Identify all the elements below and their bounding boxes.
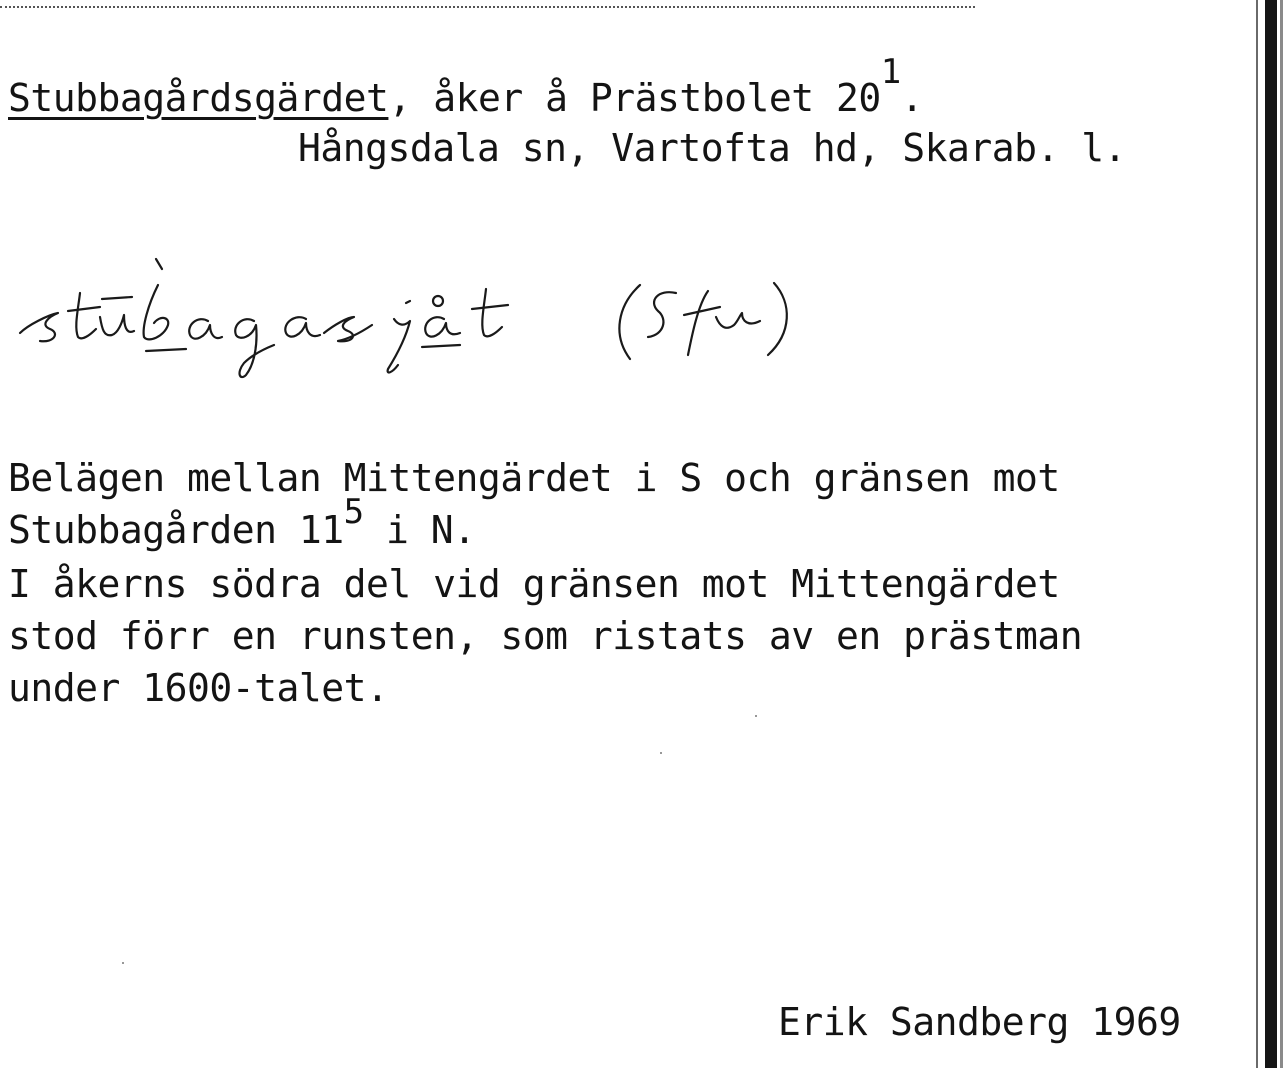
scan-speck bbox=[122, 962, 124, 964]
handwritten-pronunciation bbox=[8, 255, 808, 385]
line2-post: i N. bbox=[363, 508, 476, 552]
parish-line: Hångsdala sn, Vartofta hd, Skarab. l. bbox=[298, 126, 1126, 170]
line2-superscript: 5 bbox=[343, 492, 364, 532]
description-line-4: stod förr en runsten, som ristats av en prästman bbox=[8, 614, 1083, 658]
signature: Erik Sandberg 1969 bbox=[778, 1000, 1181, 1044]
scan-right-edge-outer bbox=[1280, 0, 1283, 1068]
scan-top-edge bbox=[0, 6, 975, 8]
line2-pre: Stubbagården 11 bbox=[8, 508, 344, 552]
description bbox=[8, 452, 1082, 714]
description-line-3: I åkerns södra del vid gränsen mot Mittengärdet bbox=[8, 562, 1060, 606]
title-end: . bbox=[900, 76, 924, 120]
title-rest: , åker å Prästbolet 20 bbox=[388, 76, 881, 120]
scan-speck bbox=[755, 715, 757, 717]
title-superscript: 1 bbox=[880, 52, 901, 92]
card-title bbox=[8, 52, 924, 126]
description-line-1: Belägen mellan Mittengärdet i S och gränsen mot bbox=[8, 456, 1060, 500]
description-line-5: under 1600-talet. bbox=[8, 666, 389, 710]
scan-speck bbox=[660, 752, 662, 754]
scan-right-edge-line bbox=[1256, 0, 1258, 1068]
headword: Stubbagårdsgärdet bbox=[8, 76, 389, 120]
scan-right-edge bbox=[1265, 0, 1277, 1068]
description-line-2 bbox=[8, 492, 1082, 558]
